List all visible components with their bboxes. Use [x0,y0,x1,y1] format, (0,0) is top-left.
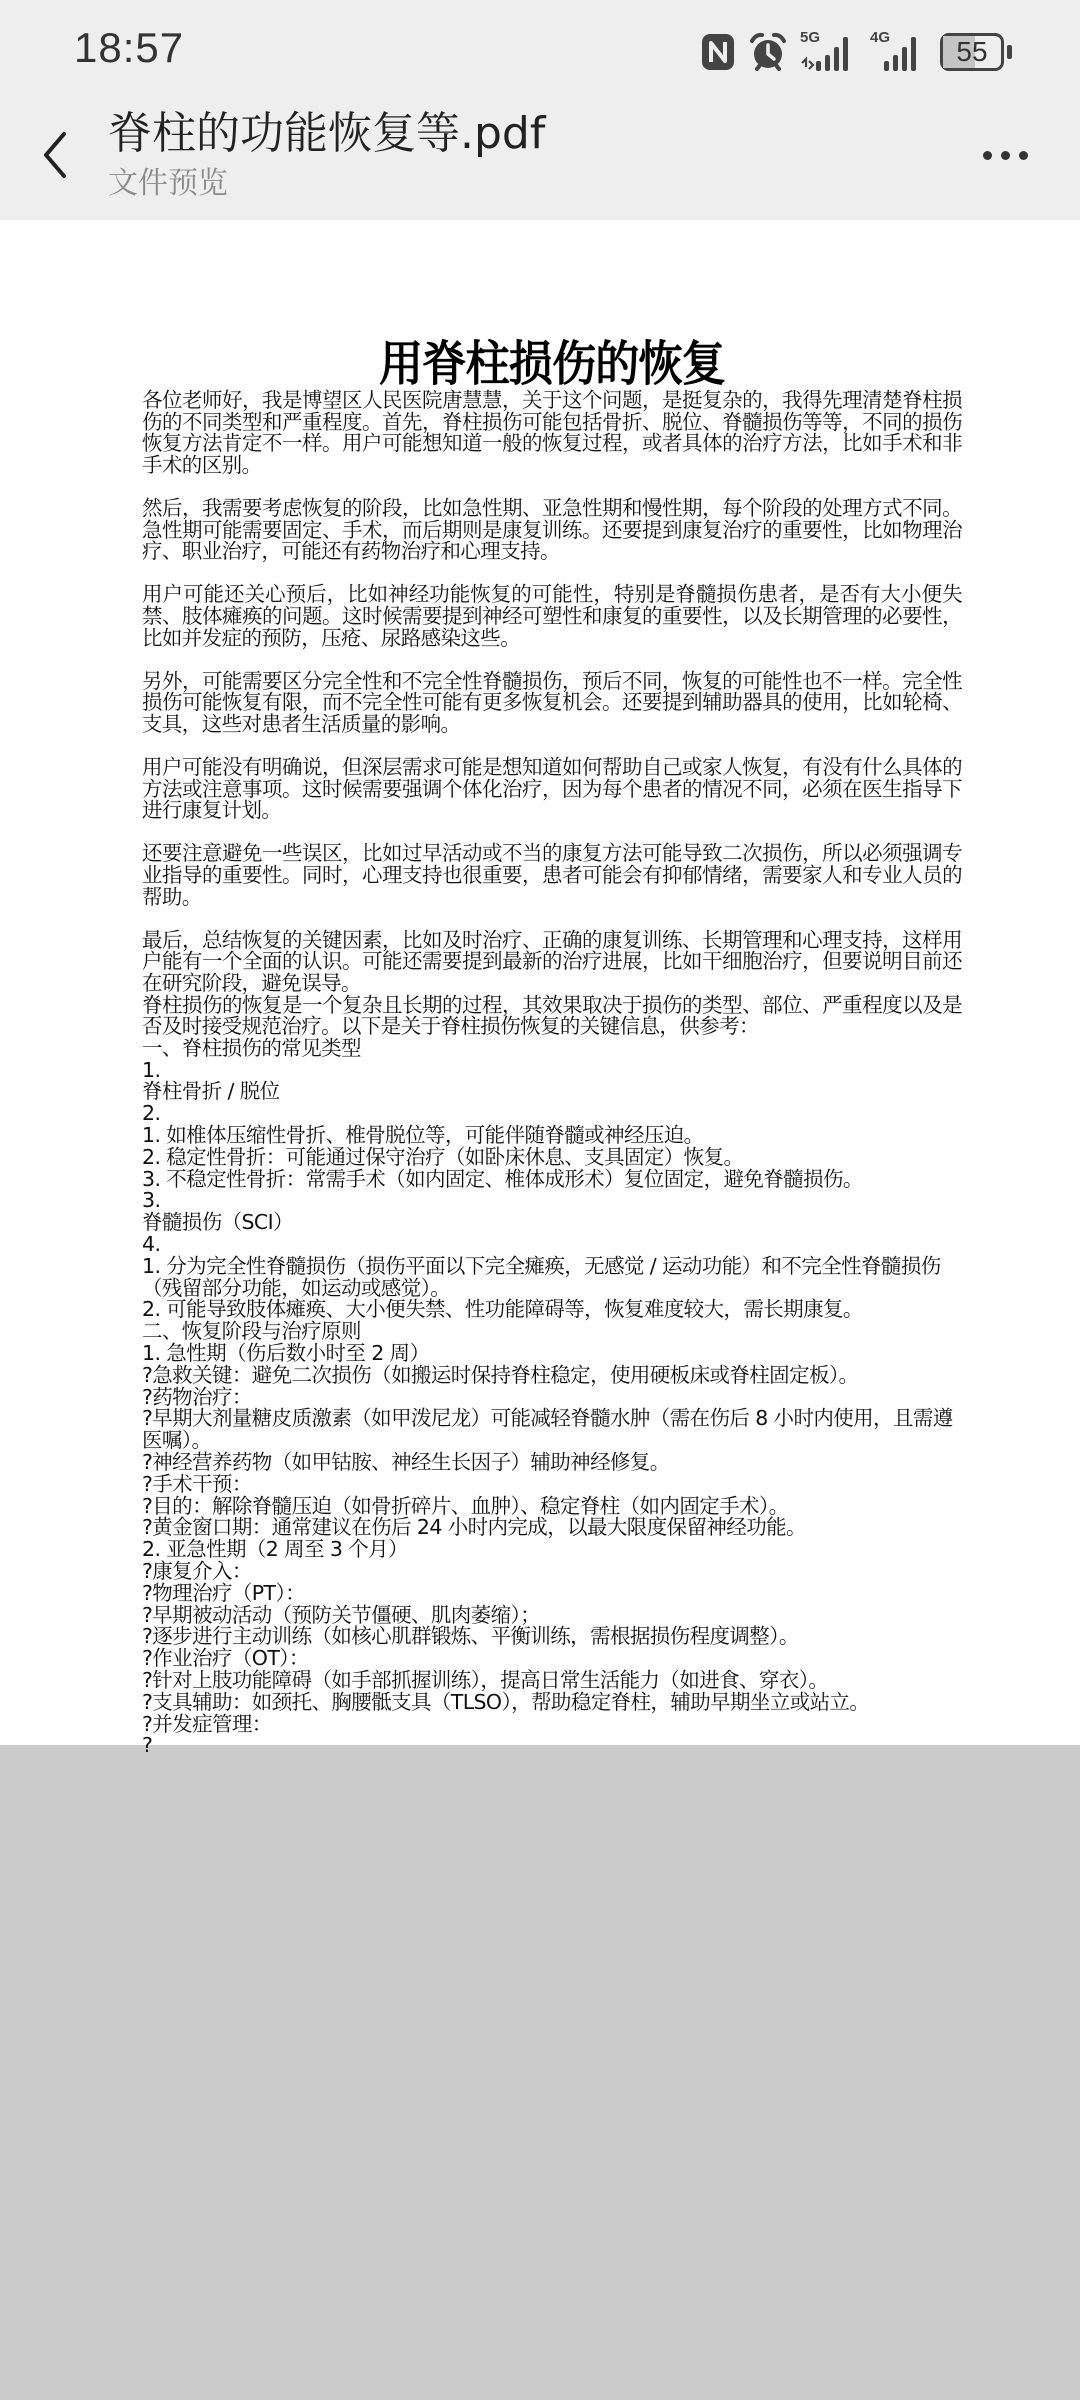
list-item: 2. 亚急性期（2 周至 3 个月） [142,1537,408,1562]
app-bar [0,100,1080,220]
list-number: 4. [142,1231,161,1256]
list-item: 脊髓损伤（SCI） [142,1210,293,1235]
list-item: ?急救关键：避免二次损伤（如搬运时保持脊柱稳定，使用硬板床或脊柱固定板）。 [142,1362,859,1387]
alarm-icon [748,31,788,73]
list-item: ? [142,1733,153,1758]
battery-level: 55 [956,36,988,67]
list-item: ?神经营养药物（如甲钴胺、神经生长因子）辅助神经修复。 [142,1449,670,1474]
paragraph: 然后，我需要考虑恢复的阶段，比如急性期、亚急性期和慢性期，每个阶段的处理方式不同。急性期可能需要固定、手术，而后期则是康复训练。还要提到康复治疗的重要性，比如物理治疗、职业治疗，可能还有药物治疗和心理支持。 [142,495,962,564]
list-item: ?早期大剂量糖皮质激素（如甲泼尼龙）可能减轻脊髓水肿（需在伤后 8 小时内使用，且需遵医嘱）。 [142,1406,953,1453]
paragraph: 最后，总结恢复的关键因素，比如及时治疗、正确的康复训练、长期管理和心理支持，这样用户能有一个全面的认识。可能还需要提到最新的治疗进展，比如干细胞治疗，但要说明目前还在研究阶段，避免误导。 [142,927,962,996]
list-item: 1. 急性期（伤后数小时至 2 周） [142,1340,430,1365]
paragraph: 用户可能没有明确说，但深层需求可能是想知道如何帮助自己或家人恢复，有没有什么具体的方法或注意事项。这时候需要强调个体化治疗，因为每个患者的情况不同，必须在医生指导下进行康复计划。 [142,755,962,823]
document-list [142,1035,962,1758]
list-item: 1. 如椎体压缩性骨折、椎骨脱位等，可能伴随脊髓或神经压迫。 [142,1123,704,1147]
paragraph: 另外，可能需要区分完全性和不完全性脊髓损伤，预后不同，恢复的可能性也不一样。完全性损伤可能恢复有限，而不完全性可能有更多恢复机会。还要提到辅助器具的使用，比如轮椅、支具，这些对患者生活质量的影响。 [142,668,962,736]
chevron-left-icon [40,130,70,180]
list-item: ?并发症管理： [142,1711,272,1736]
list-item: ?目的：解除脊髓压迫（如骨折碎片、血肿）、稳定脊柱（如内固定手术）。 [142,1493,789,1518]
list-item: 2. 可能导致肢体瘫痪、大小便失禁、性功能障碍等，恢复难度较大，需长期康复。 [142,1297,863,1322]
list-number: 3. [142,1188,161,1213]
network-type-label: 4G [870,29,891,46]
list-item: ?支具辅助：如颈托、胸腰骶支具（TLSO），帮助稳定脊柱，辅助早期坐立或站立。 [142,1689,870,1714]
list-item: ?物理治疗（PT）： [142,1580,306,1605]
section-heading: 一、脊柱损伤的常见类型 [142,1035,361,1060]
list-number: 1. [142,1057,161,1082]
nfc-icon [700,32,736,72]
list-item: ?针对上肢功能障碍（如手部抓握训练），提高日常生活能力（如进食、穿衣）。 [142,1667,829,1692]
status-time: 18:57 [74,24,185,71]
pdf-page[interactable] [0,220,1080,1758]
back-button[interactable] [30,120,80,190]
list-item: 脊柱骨折 / 脱位 [142,1079,280,1104]
list-item: 3. 不稳定性骨折：常需手术（如内固定、椎体成形术）复位固定，避免脊髓损伤。 [142,1166,863,1191]
battery-icon [940,33,1012,71]
file-subtitle: 文件预览 [108,166,228,201]
list-item: ?康复介入： [142,1558,252,1583]
list-item: ?逐步进行主动训练（如核心肌群锻炼、平衡训练，需根据损伤程度调整）。 [142,1624,799,1649]
title-block [108,104,545,204]
network-type-label: 5G [800,29,821,46]
file-name: 脊柱的功能恢复等.pdf [108,108,546,159]
paragraph: 还要注意避免一些误区，比如过早活动或不当的康复方法可能导致二次损伤，所以必须强调专业指导的重要性。同时，心理支持也很重要，患者可能会有抑郁情绪，需要家人和专业人员的帮助。 [142,841,962,909]
status-bar [0,0,1080,100]
list-item: 1. 分为完全性脊髓损伤（损伤平面以下完全瘫痪，无感觉 / 运动功能）和不完全性脊髓损伤（残留部分功能，如运动或感觉）。 [142,1253,941,1300]
list-number: 2. [142,1101,161,1126]
section-heading: 二、恢复阶段与治疗原则 [142,1319,361,1344]
intro-paragraph: 脊柱损伤的恢复是一个复杂且长期的过程，其效果取决于损伤的类型、部位、严重程度以及是否及时接受规范治疗。以下是关于脊柱损伤恢复的关键信息，供参考： [142,992,962,1039]
list-item: ?药物治疗： [142,1384,252,1409]
paragraph: 用户可能还关心预后，比如神经功能恢复的可能性，特别是脊髓损伤患者，是否有大小便失禁、肢体瘫痪的问题。这时候需要提到神经可塑性和康复的重要性，以及长期管理的必要性，比如并发症的预防，压疮、尿路感染这些。 [142,582,962,650]
paragraph: 各位老师好，我是博望区人民医院唐慧慧，关于这个问题，是挺复杂的，我得先理清楚脊柱损伤的不同类型和严重程度。首先，脊柱损伤可能包括骨折、脱位、脊髓损伤等等，不同的损伤恢复方法肯定不一样。用户可能想知道一般的恢复过程，或者具体的治疗方法，比如手术和非手术的区别。 [142,388,962,477]
list-item: ?作业治疗（OT）： [142,1646,309,1671]
more-horizontal-icon [983,151,992,160]
signal-4g-icon [870,31,928,73]
document-content [142,338,962,1757]
list-item: ?手术干预： [142,1471,252,1496]
status-icons [700,30,1012,74]
document-title: 用脊柱损伤的恢复 [379,336,725,392]
list-item: ?早期被动活动（预防关节僵硬、肌肉萎缩）； [142,1602,541,1627]
signal-5g-icon [800,31,858,73]
list-item: 2. 稳定性骨折：可能通过保守治疗（如卧床休息、支具固定）恢复。 [142,1144,744,1169]
list-item: ?黄金窗口期：通常建议在伤后 24 小时内完成，以最大限度保留神经功能。 [142,1515,806,1540]
more-options-button[interactable] [970,130,1040,180]
